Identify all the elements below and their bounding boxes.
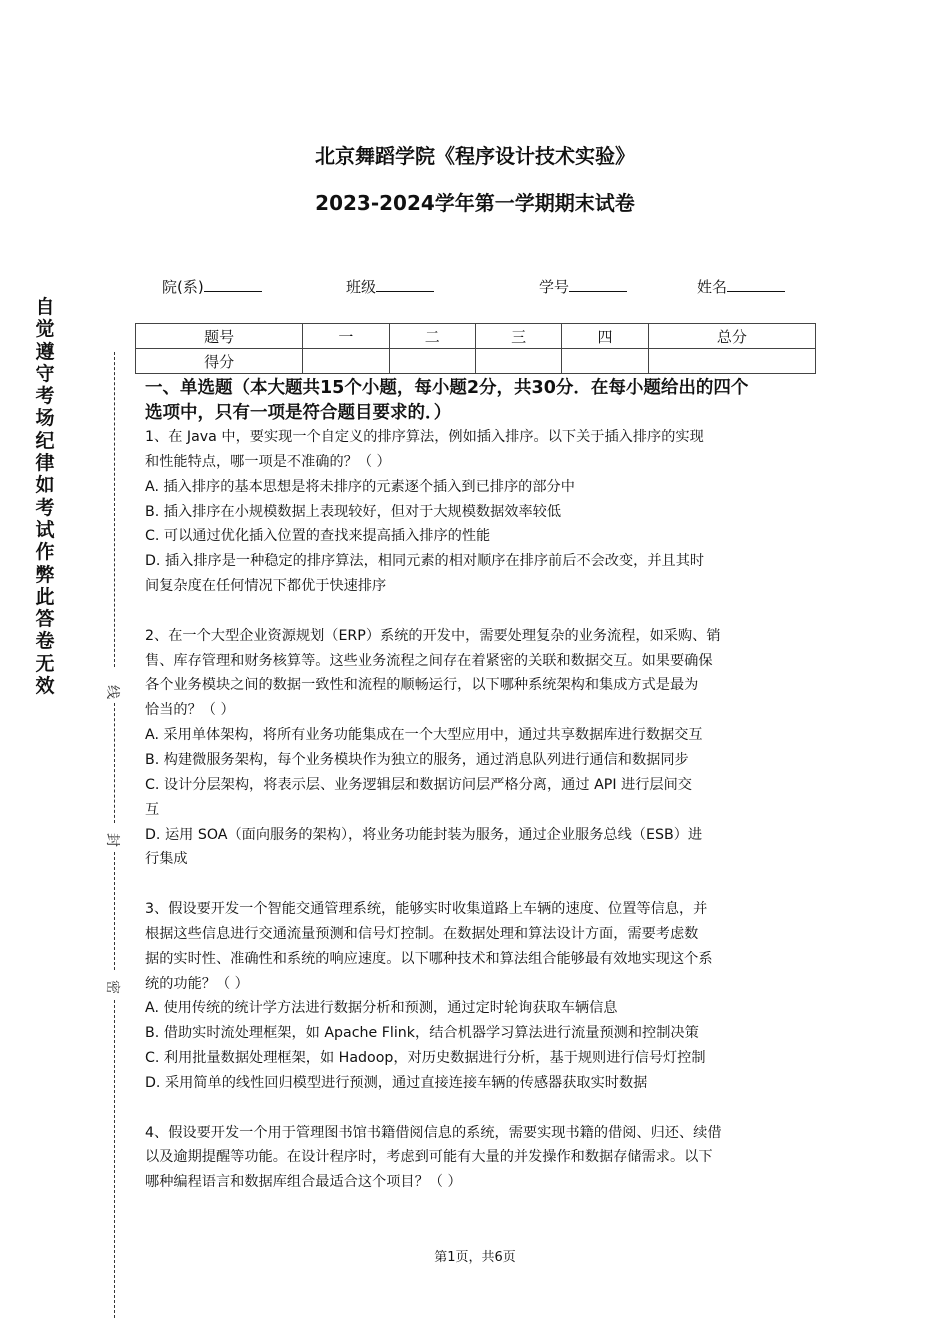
binding-line (114, 352, 115, 667)
question-line (145, 599, 815, 624)
question-line: 统的功能？（ ） (145, 975, 249, 992)
exam-title: 北京舞蹈学院《程序设计技术实验》 (315, 144, 635, 168)
score-cell (389, 349, 475, 374)
info-student-id: 学号 (539, 276, 627, 297)
header-cell: 总分 (648, 324, 815, 349)
info-name: 姓名 (697, 276, 785, 297)
score-cell (303, 349, 389, 374)
score-cell (475, 349, 561, 374)
row-label: 得分 (136, 349, 303, 374)
binding-line (114, 852, 115, 970)
binding-label-feng: 封 (104, 833, 120, 847)
question-line: 行集成 (145, 851, 188, 868)
question-line: 和性能特点，哪一项是不准确的？（ ） (145, 453, 391, 470)
question-line: 4、假设要开发一个用于管理图书馆书籍借阅信息的系统，需要实现书籍的借阅、归还、续借 (145, 1124, 722, 1141)
info-department: 院(系) (162, 276, 262, 297)
question-line: C. 设计分层架构，将表示层、业务逻辑层和数据访问层严格分离，通过 API 进行层间交 (145, 776, 692, 793)
question-line: 据的实时性、准确性和系统的响应速度。以下哪种技术和算法组合能够最有效地实现这个系 (145, 950, 713, 967)
section-heading (145, 376, 825, 426)
question-line: C. 利用批量数据处理框架，如 Hadoop，对历史数据进行分析，基于规则进行信号灯控制 (145, 1050, 706, 1067)
question-line: A. 采用单体架构，将所有业务功能集成在一个大型应用中，通过共享数据库进行数据交互 (145, 727, 703, 744)
question-line (145, 1096, 815, 1121)
question-line: 根据这些信息进行交通流量预测和信号灯控制。在数据处理和算法设计方面，需要考虑数 (145, 925, 699, 942)
question-line: B. 借助实时流处理框架，如 Apache Flink，结合机器学习算法进行流量预测和控制决策 (145, 1025, 699, 1042)
question-line: A. 使用传统的统计学方法进行数据分析和预测，通过定时轮询获取车辆信息 (145, 1000, 618, 1017)
side-notice: 自觉遵守考场纪律如考试作弊此答卷无效 (35, 296, 55, 698)
question-line: B. 插入排序在小规模数据上表现较好，但对于大规模数据效率较低 (145, 503, 562, 520)
binding-line (114, 703, 115, 823)
info-class: 班级 (346, 276, 434, 297)
score-cell (562, 349, 648, 374)
question-line: 3、假设要开发一个智能交通管理系统，能够实时收集道路上车辆的速度、位置等信息，并 (145, 901, 708, 918)
binding-line (114, 1000, 115, 1318)
header-cell: 三 (475, 324, 561, 349)
questions (145, 425, 815, 1195)
question-line: 2、在一个大型企业资源规划（ERP）系统的开发中，需要处理复杂的业务流程，如采购、销 (145, 627, 721, 644)
header-cell: 二 (389, 324, 475, 349)
section-heading-line: 选项中，只有一项是符合题目要求的．） (145, 403, 452, 423)
question-line: 各个业务模块之间的数据一致性和流程的顺畅运行，以下哪种系统架构和集成方式是最为 (145, 677, 699, 694)
question-line: 售、库存管理和财务核算等。这些业务流程之间存在着紧密的关联和数据交互。如果要确保 (145, 652, 713, 669)
question-line: A. 插入排序的基本思想是将未排序的元素逐个插入到已排序的部分中 (145, 478, 575, 495)
question-line (145, 872, 815, 897)
question-line: 间复杂度在任何情况下都优于快速排序 (145, 578, 387, 595)
question-line: C. 可以通过优化插入位置的查找来提高插入排序的性能 (145, 528, 491, 545)
exam-subtitle: 2023-2024学年第一学期期末试卷 (315, 191, 635, 215)
binding-label-xian: 线 (104, 685, 120, 699)
question-line: D. 采用简单的线性回归模型进行预测，通过直接连接车辆的传感器获取实时数据 (145, 1074, 648, 1091)
score-table-header (136, 324, 816, 349)
header-cell: 四 (562, 324, 648, 349)
score-row (136, 349, 816, 374)
score-cell (648, 349, 815, 374)
section-heading-line: 一、单选题（本大题共15个小题，每小题2分，共30分．在每小题给出的四个 (145, 378, 749, 398)
question-line: 1、在 Java 中，要实现一个自定义的排序算法，例如插入排序。以下关于插入排序的实现 (145, 429, 704, 445)
score-table (135, 323, 816, 374)
question-line: 以及逾期提醒等功能。在设计程序时，考虑到可能有大量的并发操作和数据存储需求。以下 (145, 1149, 713, 1166)
question-line: 恰当的？（ ） (145, 702, 235, 719)
header-cell: 一 (303, 324, 389, 349)
question-line: 哪种编程语言和数据库组合最适合这个项目？（ ） (145, 1174, 462, 1191)
page-footer: 第1页，共6页 (434, 1250, 516, 1265)
question-line: 互 (145, 801, 160, 818)
question-line: B. 构建微服务架构，每个业务模块作为独立的服务，通过消息队列进行通信和数据同步 (145, 751, 689, 768)
question-line: D. 运用 SOA（面向服务的架构），将业务功能封装为服务，通过企业服务总线（ESB）进 (145, 826, 703, 843)
header-cell: 题号 (136, 324, 303, 349)
binding-label-mi: 密 (104, 980, 120, 994)
question-line: D. 插入排序是一种稳定的排序算法，相同元素的相对顺序在排序前后不会改变，并且其时 (145, 553, 705, 570)
